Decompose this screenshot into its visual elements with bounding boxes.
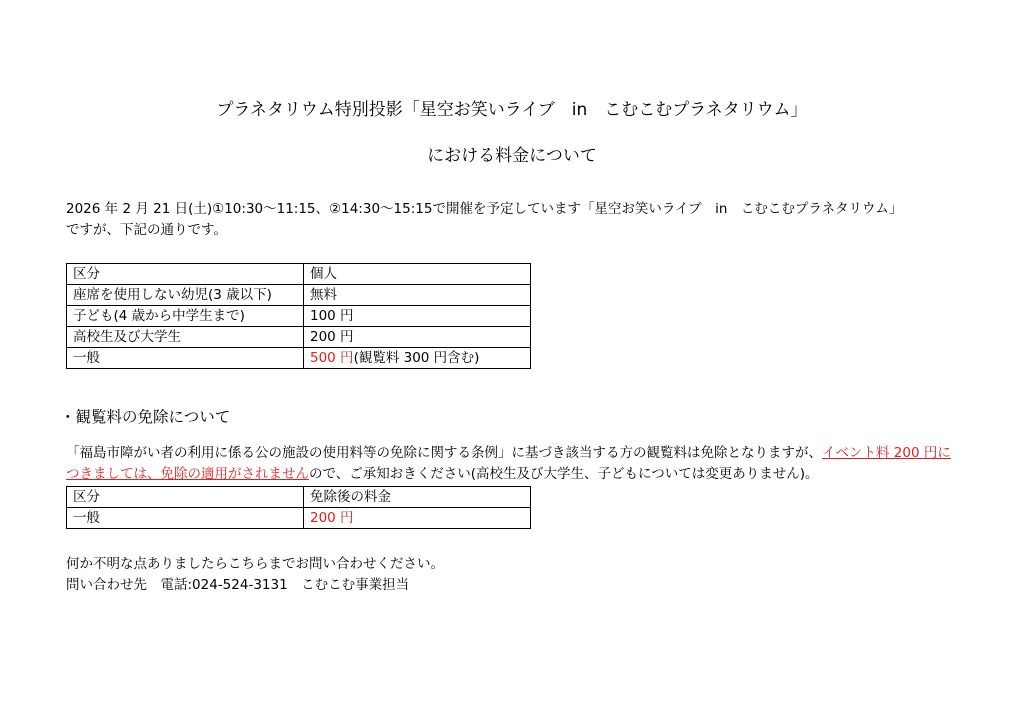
exemption-paragraph xyxy=(66,443,958,485)
fee-price: 200 円 xyxy=(304,327,531,348)
table-row xyxy=(67,306,531,327)
exemption-heading: ・観覧料の免除について xyxy=(60,408,231,426)
exemption-text-part3: ので、ご承知おきください(高校生及び大学生、子どもについては変更ありません)。 xyxy=(309,466,819,482)
page-title-line1: プラネタリウム特別投影「星空お笑いライブ in こむこむプラネタリウム」 xyxy=(216,100,808,120)
fee-price: 100 円 xyxy=(304,306,531,327)
fee-category: 子ども(4 歳から中学生まで) xyxy=(67,306,304,327)
table-row xyxy=(67,348,531,369)
table-row xyxy=(67,327,531,348)
contact-line1: 何か不明な点ありましたらこちらまでお問い合わせください。 xyxy=(66,556,444,572)
exemption-category: 一般 xyxy=(67,508,304,529)
exemption-price: 200 円 xyxy=(310,510,354,526)
fee-header-individual: 個人 xyxy=(304,264,531,285)
fee-price: 無料 xyxy=(304,285,531,306)
fee-price-note: (観覧料 300 円含む) xyxy=(353,350,480,366)
contact-block xyxy=(66,554,966,596)
fee-table xyxy=(66,263,531,369)
intro-paragraph xyxy=(66,199,966,241)
fee-price-cell xyxy=(304,348,531,369)
intro-line1: 2026 年 2 月 21 日(土)①10:30～11:15、②14:30～15:15で開催を予定しています「星空お笑いライブ in こむこむプラネタリウム」 xyxy=(66,201,903,217)
table-row xyxy=(67,508,531,529)
intro-line2: ですが、下記の通りです。 xyxy=(66,222,227,238)
exemption-header-category: 区分 xyxy=(67,487,304,508)
exemption-table xyxy=(66,486,531,529)
fee-price: 500 円 xyxy=(310,350,354,366)
fee-header-category: 区分 xyxy=(67,264,304,285)
fee-category: 一般 xyxy=(67,348,304,369)
page-title-line2: における料金について xyxy=(427,146,597,166)
fee-table-header xyxy=(67,264,531,285)
exemption-price-cell xyxy=(304,508,531,529)
contact-line2: 問い合わせ先 電話:024-524-3131 こむこむ事業担当 xyxy=(66,577,410,593)
table-row xyxy=(67,285,531,306)
fee-category: 高校生及び大学生 xyxy=(67,327,304,348)
exemption-text-part1: 「福島市障がい者の利用に係る公の施設の使用料等の免除に関する条例」に基づき該当する方の観覧料は免除となりますが、 xyxy=(66,445,822,461)
exemption-text-highlight: イベント料 200 円につきましては、免除の適用がされません xyxy=(66,445,951,482)
exemption-header-price: 免除後の料金 xyxy=(304,487,531,508)
exemption-table-header xyxy=(67,487,531,508)
fee-category: 座席を使用しない幼児(3 歳以下) xyxy=(67,285,304,306)
